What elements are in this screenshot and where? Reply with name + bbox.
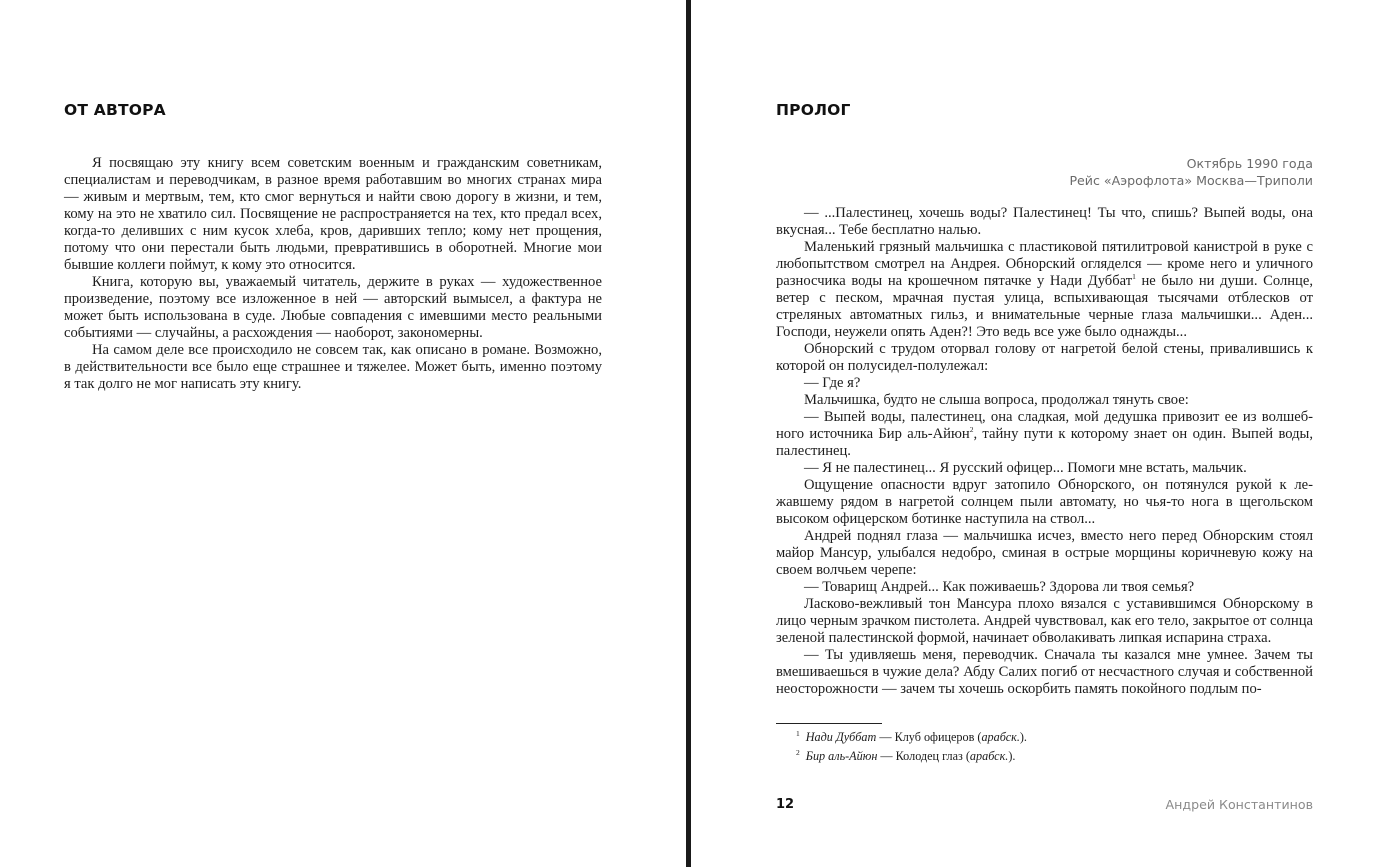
paragraph: — Где я? [804, 375, 861, 391]
paragraph: Ласково-вежливый тон Мансура плохо вязался с уставившимся Обнорскому в лицо черным зрачком пистолета. Андрей чувствовал, как его тело, закрытое от солнца зеленой палестинской формой, начинает обволакивать липкая испарина страха. [776, 596, 1313, 646]
page-number: 12 [776, 797, 795, 812]
footnote-ref: 2 [969, 425, 974, 435]
paragraph: На самом деле все происходило не совсем так, как описано в романе. Возможно, в действительности все было еще страшнее и тяжелее. Может быть, именно поэтому я так долго не мог написать эту книгу. [64, 342, 602, 392]
paragraph: Обнорский с трудом оторвал голову от нагретой белой стены, привалившись к которой он полусидел-полулежал: [776, 341, 1313, 374]
footnote-separator [776, 723, 882, 724]
epigraph [1069, 155, 1313, 189]
prologue-text [776, 205, 1313, 698]
paragraph: Маленький грязный мальчишка с пластиковой пятилитровой канистрой в руке с любопытством смотрел на Андрея. Обнорский огляделся — кроме него и уличного разносчика воды на крошечном пятачке у Нади Дуббат$^1$ не было ни души. Солнце, ветер с песком, мрачная пустая улица, вспыхивающая тысячами отблесков от стреляных автоматных гильз, и внимательные черные глаза мальчишки... Аден... Господи, неужели опять Аден?! Это ведь все уже было однажды... [776, 239, 1313, 340]
epigraph-date: Октябрь 1990 года [1186, 156, 1313, 171]
footnote: $^2$ Бир аль-Айюн — Колодец глаз (арабск.). [796, 747, 1016, 763]
paragraph: Андрей поднял глаза — мальчишка исчез, вместо него перед Обнорским стоял майор Мансур, улыбался недобро, сминая в острые морщины коричневую кожу на своем волчьем черепе: [776, 528, 1313, 578]
paragraph: — Выпей воды, палестинец, она сладкая, мой дедушка привозит ее из волшебного источника Бир аль-Айюн$^2$, тайну пути к которому знает он один. Выпей воды, палестинец. [776, 409, 1313, 459]
paragraph: — ...Палестинец, хочешь воды? Палестинец! Ты что, спишь? Выпей воды, она вкусная... Тебе бесплатно налью. [776, 205, 1313, 238]
section-heading-prologue: ПРОЛОГ [776, 101, 851, 119]
paragraph: — Я не палестинец... Я русский офицер... Помоги мне встать, мальчик. [804, 460, 1247, 476]
footnote: $^1$ Нади Дуббат — Клуб офицеров (арабск.). [796, 728, 1027, 744]
epigraph-flight: Рейс «Аэрофлота» Москва—Триполи [1069, 173, 1313, 188]
paragraph: Мальчишка, будто не слыша вопроса, продолжал тянуть свое: [804, 392, 1189, 408]
author-note-text [64, 155, 602, 393]
section-heading-from-author: ОТ АВТОРА [64, 101, 166, 119]
paragraph: — Ты удивляешь меня, переводчик. Сначала ты казался мне умнее. Зачем ты вмешиваешься в чужие дела? Абду Салих погиб от несчастного случая и собственной неосторожности — зачем ты хочешь оскорбить память покойного подлым по- [776, 647, 1313, 697]
left-page [0, 0, 686, 867]
right-page [692, 0, 1381, 867]
book-spine-divider [686, 0, 691, 867]
paragraph: Я посвящаю эту книгу всем советским военным и гражданским советникам, специалистам и переводчикам, в разное время работавшим во многих странах мира — живым и мертвым, тем, кто смог вернуться и найти свою дорогу в жизни, и тем, кому на это не хватило сил. Посвящение не распространяется на тех, кто предал всех, когда-то деливших с ним кусок хлеба, кров, даривших тепло; кому нет прощения, потому что они перестали быть людьми, превратившись в оборотней. Многие мои бывшие коллеги поймут, к кому это относится. [64, 155, 602, 273]
footnote-ref: 1 [1132, 272, 1136, 282]
running-footer-author: Андрей Константинов [1165, 797, 1313, 812]
paragraph: Книга, которую вы, уважаемый читатель, держите в руках — художественное произведение, поэтому все изложенное в ней — авторский вымысел, а фактура не может быть использована в суде. Любые совпадения с имевшими место реальными событиями — случайны, а расхождения — наоборот, закономерны. [64, 274, 602, 341]
paragraph: Ощущение опасности вдруг затопило Обнорского, он потянулся рукой к лежавшему рядом в нагретой солнцем пыли автомату, но чья-то нога в щегольском высоком офицерском ботинке наступила на ствол... [776, 477, 1313, 527]
paragraph: — Товарищ Андрей... Как поживаешь? Здорова ли твоя семья? [804, 579, 1195, 595]
footnotes [776, 728, 1313, 766]
